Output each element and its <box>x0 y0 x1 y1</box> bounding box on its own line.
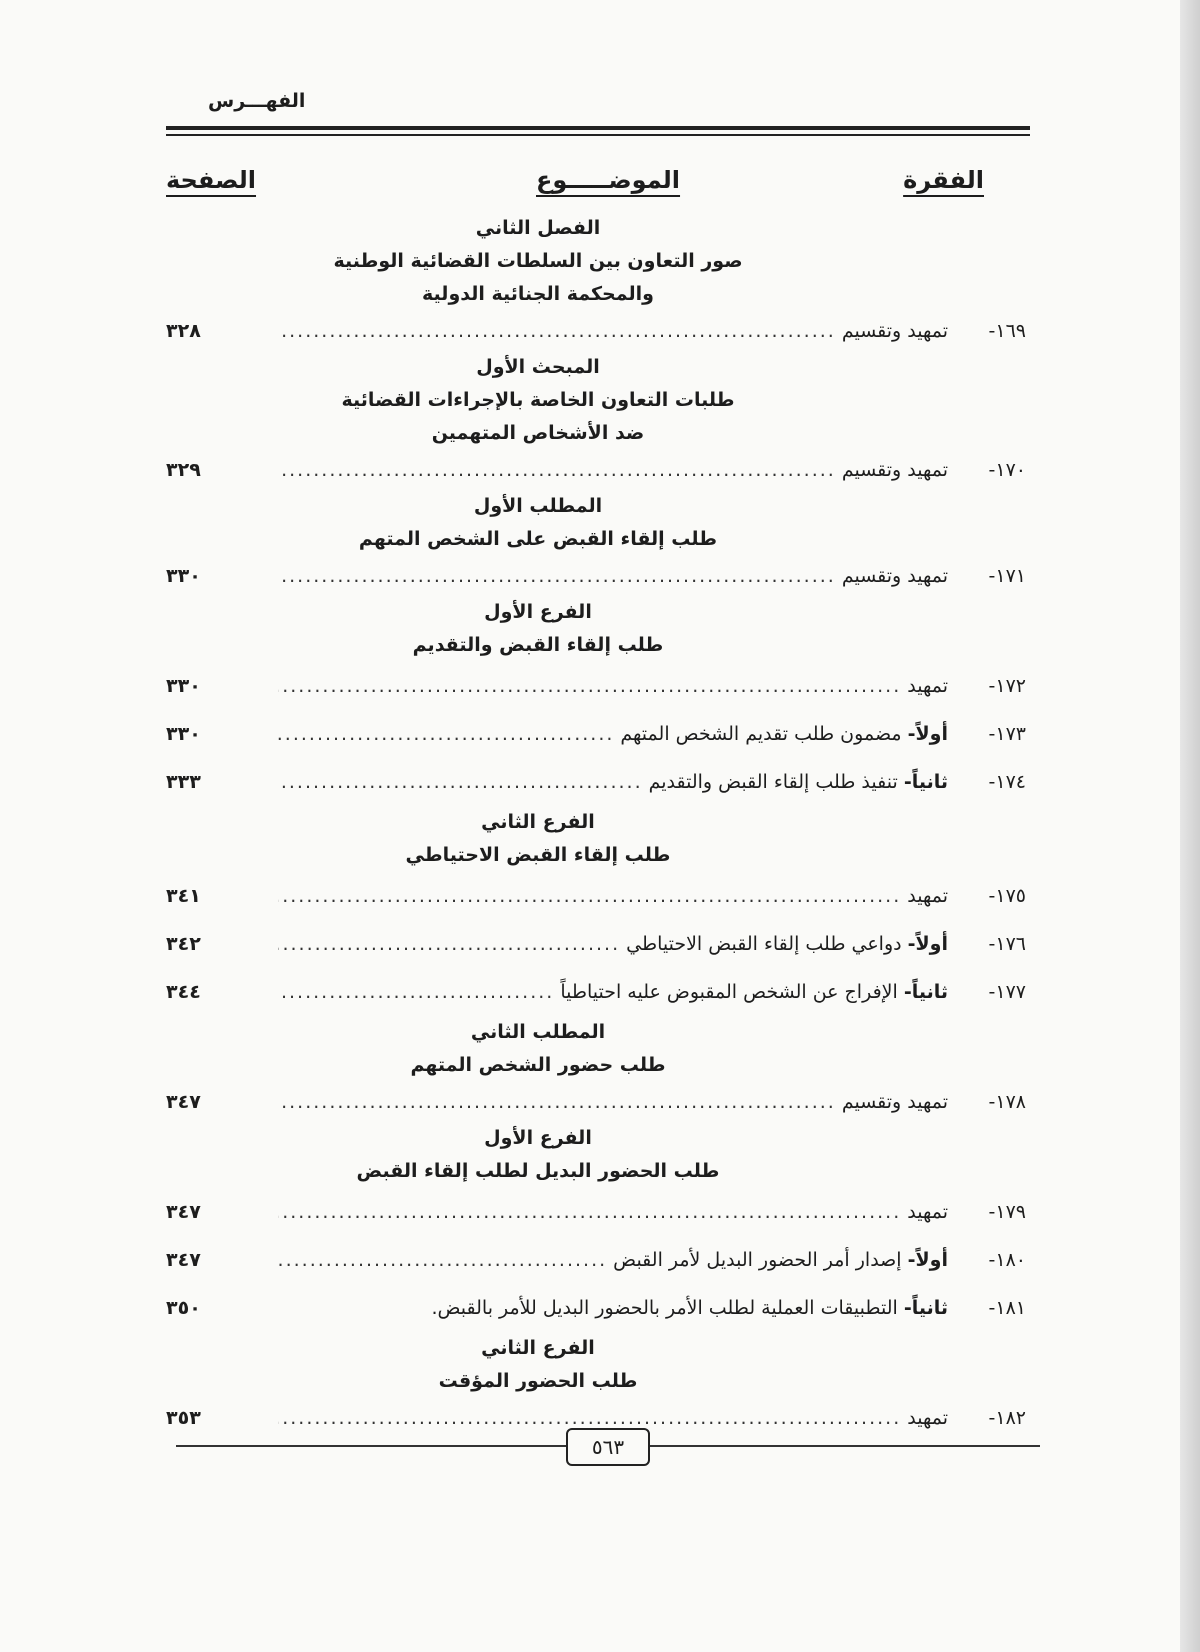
entry-title <box>607 1236 948 1284</box>
paragraph-number: ١٨٠- <box>988 1249 1026 1271</box>
page-reference: ٣٥٠ <box>166 1297 201 1319</box>
toc-entry[interactable] <box>166 872 1030 920</box>
paragraph-number: ١٨١- <box>988 1297 1026 1319</box>
heading-line: طلب إلقاء القبض الاحتياطي <box>405 844 671 866</box>
toc-entry[interactable] <box>166 662 1030 710</box>
entry-title <box>620 920 948 968</box>
heading-line: الفرع الثاني <box>481 1337 595 1359</box>
heading-line: طلب إلقاء القبض والتقديم <box>412 634 664 656</box>
toc-entry[interactable] <box>166 1284 1030 1332</box>
paragraph-number: ١٧٦- <box>988 933 1026 955</box>
page-reference: ٣٣٠ <box>166 675 201 697</box>
heading-line: طلبات التعاون الخاصة بالإجراءات القضائية <box>341 389 735 411</box>
entry-text: تمهيد <box>907 885 948 907</box>
entry-title <box>836 1082 948 1122</box>
dot-leader <box>278 556 836 596</box>
entry-text: تمهيد <box>907 1201 948 1223</box>
dot-leader <box>278 872 901 920</box>
toc-entry[interactable] <box>166 710 1030 758</box>
paragraph-number: ١٧٠- <box>988 459 1026 481</box>
footer-rule-right <box>650 1445 1040 1447</box>
section-heading <box>166 806 1030 872</box>
entry-lead: ثانياً- <box>903 981 948 1003</box>
heading-line: طلب الحضور البديل لطلب إلقاء القبض <box>356 1160 720 1182</box>
heading-line: الفرع الأول <box>484 601 592 623</box>
page-reference: ٣٤١ <box>166 885 201 907</box>
paragraph-number: ١٨٢- <box>988 1407 1026 1429</box>
paragraph-number: ١٧١- <box>988 565 1026 587</box>
paragraph-number: ١٧٨- <box>988 1091 1026 1113</box>
section-heading <box>166 1016 1030 1082</box>
entry-lead: ثانياً- <box>903 771 948 793</box>
section-heading <box>166 490 1030 556</box>
entry-title <box>554 968 948 1016</box>
heading-line: المبحث الأول <box>476 356 600 378</box>
entry-text: الإفراج عن الشخص المقبوض عليه احتياطياً <box>560 981 898 1003</box>
paragraph-number: ١٧٢- <box>988 675 1026 697</box>
entry-lead: أولاً- <box>907 1249 948 1271</box>
toc-entry[interactable] <box>166 968 1030 1016</box>
dot-leader <box>278 1082 836 1122</box>
page-reference: ٣٢٩ <box>166 459 201 481</box>
entry-text: تمهيد وتقسيم <box>841 565 948 587</box>
entry-text: تمهيد <box>907 675 948 697</box>
dot-leader <box>278 758 643 806</box>
entry-text: مضمون طلب تقديم الشخص المتهم <box>620 723 902 745</box>
entry-text: تمهيد وتقسيم <box>841 459 948 481</box>
heading-line: طلب إلقاء القبض على الشخص المتهم <box>358 528 718 550</box>
entry-text: التطبيقات العملية لطلب الأمر بالحضور البديل للأمر بالقبض. <box>431 1297 898 1319</box>
dot-leader <box>278 710 614 758</box>
entry-text: تمهيد وتقسيم <box>841 320 948 342</box>
heading-line: الفرع الثاني <box>481 811 595 833</box>
page-reference: ٣٤٧ <box>166 1091 201 1113</box>
paragraph-number: ١٧٧- <box>988 981 1026 1003</box>
entry-lead: ثانياً- <box>903 1297 948 1319</box>
heading-line: صور التعاون بين السلطات القضائية الوطنية <box>333 250 743 272</box>
entry-title <box>836 556 948 596</box>
footer-rule-left <box>176 1445 566 1447</box>
entry-title <box>901 872 948 920</box>
page-reference: ٣٤٧ <box>166 1201 201 1223</box>
entry-text: دواعي طلب إلقاء القبض الاحتياطي <box>626 933 902 955</box>
entry-lead: أولاً- <box>907 933 948 955</box>
heading-line: المطلب الثاني <box>470 1021 606 1043</box>
paragraph-number: ١٧٣- <box>988 723 1026 745</box>
paragraph-number: ١٧٥- <box>988 885 1026 907</box>
entry-lead: أولاً- <box>907 723 948 745</box>
column-header-page: الصفحة <box>166 166 257 194</box>
heading-line: ضد الأشخاص المتهمين <box>431 422 645 444</box>
dot-leader <box>278 920 620 968</box>
section-heading <box>166 596 1030 662</box>
page-reference: ٣٣٠ <box>166 565 201 587</box>
toc-entry[interactable] <box>166 920 1030 968</box>
dot-leader <box>278 1188 901 1236</box>
table-of-contents <box>166 212 1030 1438</box>
heading-line: الفرع الأول <box>484 1127 592 1149</box>
dot-leader <box>278 311 836 351</box>
entry-title <box>614 710 948 758</box>
entry-title <box>901 1188 948 1236</box>
heading-line: والمحكمة الجنائية الدولية <box>422 283 654 305</box>
page-reference: ٣٣٠ <box>166 723 201 745</box>
page-reference: ٣٣٣ <box>166 771 201 793</box>
column-header-paragraph: الفقرة <box>903 166 984 194</box>
page-reference: ٣٤٢ <box>166 933 201 955</box>
toc-entry[interactable] <box>166 556 1030 596</box>
heading-line: الفصل الثاني <box>475 217 601 239</box>
header-rule-thin <box>166 134 1030 136</box>
section-heading <box>166 212 1030 311</box>
entry-title <box>901 662 948 710</box>
heading-line: المطلب الأول <box>473 495 603 517</box>
paragraph-number: ١٧٩- <box>988 1201 1026 1223</box>
section-heading <box>166 1122 1030 1188</box>
toc-entry[interactable] <box>166 1236 1030 1284</box>
page-reference: ٣٤٧ <box>166 1249 201 1271</box>
toc-entry[interactable] <box>166 758 1030 806</box>
page-edge <box>1180 0 1200 1652</box>
toc-entry[interactable] <box>166 450 1030 490</box>
heading-line: طلب الحضور المؤقت <box>438 1370 638 1392</box>
dot-leader <box>278 450 836 490</box>
entry-title <box>836 450 948 490</box>
paragraph-number: ١٦٩- <box>988 320 1026 342</box>
section-heading <box>166 351 1030 450</box>
column-header-subject: الموضـــــوع <box>536 166 681 194</box>
toc-entry[interactable] <box>166 1188 1030 1236</box>
entry-text: تمهيد <box>907 1407 948 1429</box>
dot-leader <box>278 662 901 710</box>
entry-title <box>643 758 948 806</box>
header-rule <box>166 126 1030 130</box>
toc-entry[interactable] <box>166 1082 1030 1122</box>
heading-line: طلب حضور الشخص المتهم <box>410 1054 666 1076</box>
entry-title <box>901 1398 948 1438</box>
entry-text: تمهيد وتقسيم <box>841 1091 948 1113</box>
section-heading <box>166 1332 1030 1398</box>
entry-text: إصدار أمر الحضور البديل لأمر القبض <box>613 1249 902 1271</box>
toc-entry[interactable] <box>166 311 1030 351</box>
entry-title <box>425 1284 948 1332</box>
page-number: ٥٦٣ <box>566 1428 650 1466</box>
page-reference: ٣٤٤ <box>166 981 201 1003</box>
running-head: الفهـــرس <box>208 90 306 112</box>
page-reference: ٣٢٨ <box>166 320 201 342</box>
entry-text: تنفيذ طلب إلقاء القبض والتقديم <box>648 771 898 793</box>
page-reference: ٣٥٣ <box>166 1407 201 1429</box>
paragraph-number: ١٧٤- <box>988 771 1026 793</box>
entry-title <box>836 311 948 351</box>
dot-leader <box>278 1236 607 1284</box>
dot-leader <box>278 968 554 1016</box>
